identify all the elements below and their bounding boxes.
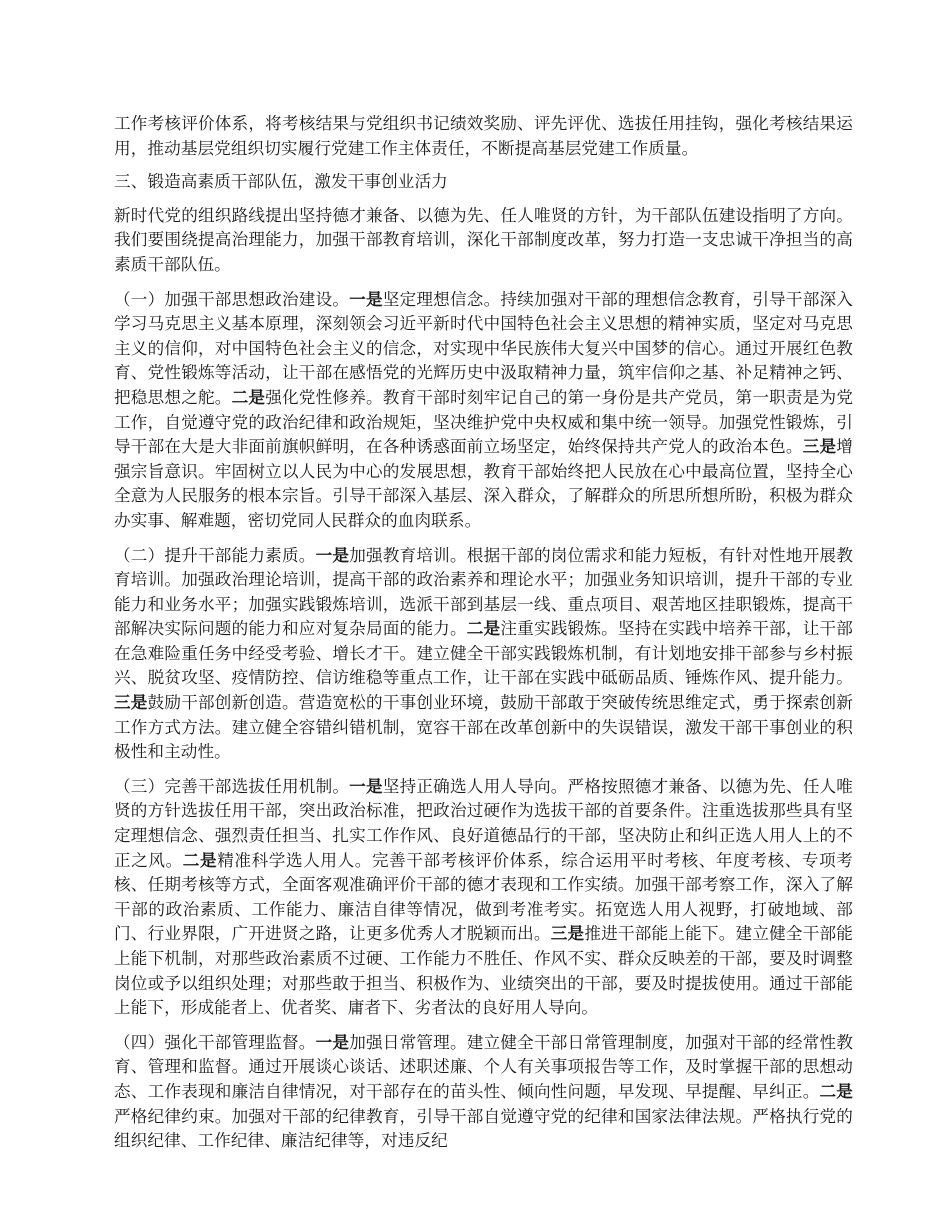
text-run: 三、锻造高素质干部队伍，激发干事创业活力 bbox=[114, 172, 448, 192]
emphasis-marker: 一是 bbox=[315, 1032, 350, 1052]
text-run: 注重实践锻炼。坚持在实践中培养干部，让干部在急难险重任务中经受考验、增长才干。建立健全干部实践锻炼机制，有计划地安排干部参与乡村振兴、脱贫攻坚、疫情防控、信访维稳等重点工作，让干部在实践中砥砺品质、锤炼作风、提升能力。 bbox=[114, 619, 853, 688]
text-run: 增强宗旨意识。牢固树立以人民为中心的发展思想，教育干部始终把人民放在心中最高位置，坚持全心全意为人民服务的根本宗旨。引导干部深入基层、深入群众，了解群众的所思所想所盼，积极为群众办实事、解难题，密切党同人民群众的血肉联系。 bbox=[114, 437, 853, 530]
emphasis-marker: 三是 bbox=[802, 437, 837, 457]
text-run: 严格纪律约束。加强对干部的纪律教育，引导干部自觉遵守党的纪律和国家法律法规。严格执行党的组织纪律、工作纪律、廉洁纪律等，对违反纪 bbox=[114, 1106, 853, 1151]
emphasis-marker: 二是 bbox=[466, 619, 501, 639]
section-heading bbox=[114, 170, 853, 195]
document-body bbox=[114, 112, 853, 1154]
subsection-paragraph bbox=[114, 544, 853, 765]
subsection-paragraph bbox=[114, 775, 853, 1021]
emphasis-marker: 一是 bbox=[349, 776, 383, 796]
text-run: 鼓励干部创新创造。营造宽松的干事创业环境，鼓励干部敢于突破传统思维定式，勇于探索创新工作方式方法。建立健全容错纠错机制，宽容干部在改革创新中的失误错误，激发干部干事创业的积极性和主动性。 bbox=[114, 693, 854, 762]
body-paragraph bbox=[114, 112, 853, 161]
text-run: 推进干部能上能下。建立健全干部能上能下机制，对那些政治素质不过硬、工作能力不胜任、作风不实、群众反映差的干部，要及时调整岗位或予以组织处理；对那些敢于担当、积极作为、业绩突出的干部，要及时提拔使用。通过干部能上能下，形成能者上、优者奖、庸者下、劣者汰的良好用人导向。 bbox=[114, 924, 853, 1018]
text-run: 新时代党的组织路线提出坚持德才兼备、以德为先、任人唯贤的方针，为干部队伍建设指明了方向。我们要围绕提高治理能力，加强干部教育培训，深化干部制度改革，努力打造一支忠诚干净担当的高素质干部队伍。 bbox=[114, 205, 853, 274]
text-run: （二）提升干部能力素质。 bbox=[114, 545, 316, 565]
emphasis-marker: 三是 bbox=[550, 924, 585, 944]
subsection-paragraph bbox=[114, 288, 853, 534]
text-run: （一）加强干部思想政治建设。 bbox=[114, 289, 350, 309]
emphasis-marker: 二是 bbox=[182, 850, 218, 870]
text-run: 强化党性修养。教育干部时刻牢记自己的第一身份是共产党员，第一职责是为党工作，自觉遵守党的政治纪律和政治规矩，坚决维护党中央权威和集中统一领导。加强党性锻炼，引导干部在大是大非面前旗帜鲜明，在各种诱惑面前立场坚定，始终保持共产党人的政治本色。 bbox=[114, 387, 854, 457]
text-run: 加强教育培训。根据干部的岗位需求和能力短板，有针对性地开展教育培训。加强政治理论培训，提高干部的政治素养和理论水平；加强业务知识培训，提升干部的专业能力和业务水平；加强实践锻炼培训，选派干部到基层一线、重点项目、艰苦地区挂职锻炼，提高干部解决实际问题的能力和应对复杂局面的能力。 bbox=[114, 545, 854, 639]
emphasis-marker: 二是 bbox=[819, 1081, 853, 1101]
text-run: （四）强化干部管理监督。 bbox=[114, 1032, 316, 1052]
text-run: （三）完善干部选拔任用机制。 bbox=[114, 776, 350, 796]
emphasis-marker: 一是 bbox=[315, 545, 350, 565]
emphasis-marker: 三是 bbox=[114, 693, 148, 713]
subsection-paragraph bbox=[114, 1031, 853, 1154]
text-run: 工作考核评价体系，将考核结果与党组织书记绩效奖励、评先评优、选拔任用挂钩，强化考核结果运用，推动基层党组织切实履行党建工作主体责任，不断提高基层党建工作质量。 bbox=[114, 114, 853, 158]
text-run: 坚定理想信念。持续加强对干部的理想信念教育，引导干部深入学习马克思主义基本原理，深刻领会习近平新时代中国特色社会主义思想的精神实质，坚定对马克思主义的信仰，对中国特色社会主义的信念，对实现中华民族伟大复兴中国梦的信心。通过开展红色教育、党性锻炼等活动，让干部在感悟党的光辉历史中汲取精神力量，筑牢信仰之基、补足精神之钙、把稳思想之舵。 bbox=[114, 289, 854, 407]
body-paragraph bbox=[114, 204, 853, 278]
text-run: 坚持正确选人用人导向。严格按照德才兼备、以德为先、任人唯贤的方针选拔任用干部，突出政治标准，把政治过硬作为选拔干部的首要条件。注重选拔那些具有坚定理想信念、强烈责任担当、扎实工作作风、良好道德品行的干部，坚决防止和纠正选人用人上的不正之风。 bbox=[114, 776, 854, 870]
text-run: 加强日常管理。建立健全干部日常管理制度，加强对干部的经常性教育、管理和监督。通过开展谈心谈话、述职述廉、个人有关事项报告等工作，及时掌握干部的思想动态、工作表现和廉洁自律情况，对干部存在的苗头性、倾向性问题，早发现、早提醒、早纠正。 bbox=[114, 1032, 854, 1101]
emphasis-marker: 一是 bbox=[349, 289, 383, 309]
emphasis-marker: 二是 bbox=[231, 387, 266, 407]
text-run: 精准科学选人用人。完善干部考核评价体系，综合运用平时考核、年度考核、专项考核、任期考核等方式，全面客观准确评价干部的德才表现和工作实绩。加强干部考察工作，深入了解干部的政治素质、工作能力、廉洁自律等情况，做到考准考实。拓宽选人用人视野，打破地域、部门、行业界限，广开进贤之路，让更多优秀人才脱颖而出。 bbox=[114, 850, 854, 944]
